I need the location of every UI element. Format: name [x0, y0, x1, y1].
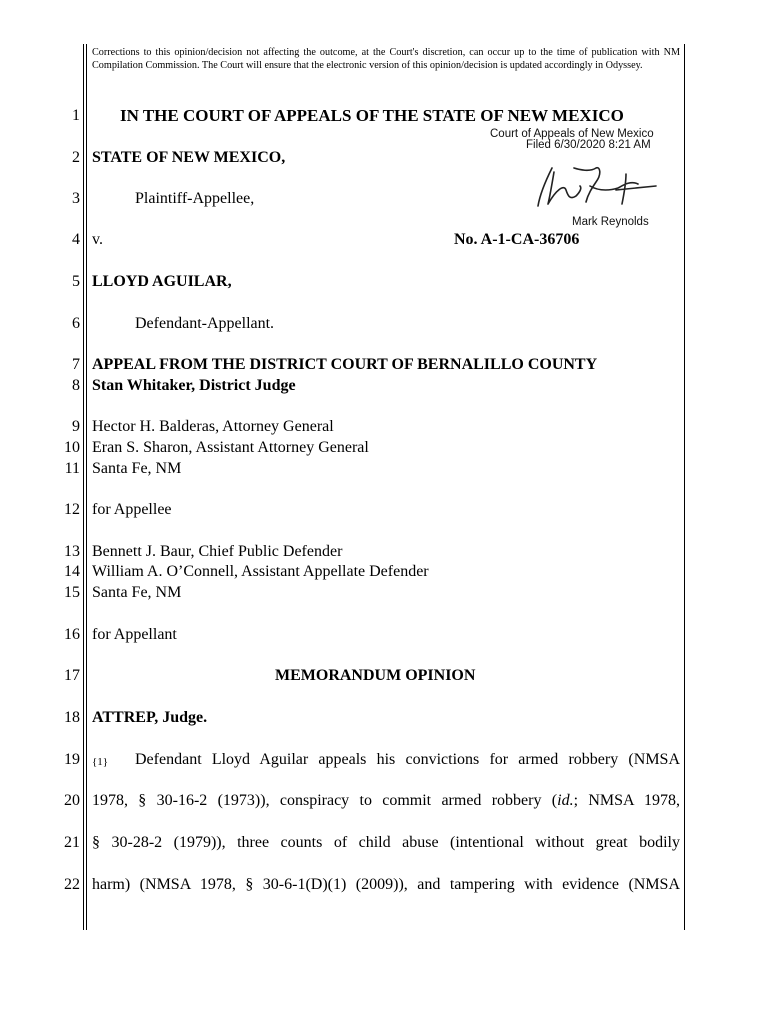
body-line-21: § 30-28-2 (1979)), three counts of child abuse (intentional without great bodily — [92, 834, 680, 851]
opinion-author: ATTREP, Judge. — [92, 709, 208, 726]
line-number: 14 — [64, 563, 80, 580]
plaintiff-name: STATE OF NEW MEXICO, — [92, 149, 286, 166]
body-line-19: Defendant Lloyd Aguilar appeals his convictions for armed robbery (NMSA — [135, 751, 680, 768]
appellant-counsel-1: Bennett J. Baur, Chief Public Defender — [92, 543, 343, 560]
signature-image — [530, 160, 660, 215]
line-number: 8 — [72, 377, 80, 394]
appellant-counsel-city: Santa Fe, NM — [92, 584, 182, 601]
line-number: 17 — [64, 667, 80, 684]
opinion-heading: MEMORANDUM OPINION — [275, 667, 476, 684]
paragraph-marker: {1} — [92, 756, 109, 768]
line-number: 20 — [64, 792, 80, 809]
line-number: 19 — [64, 751, 80, 768]
district-judge: Stan Whitaker, District Judge — [92, 377, 296, 394]
line-number: 12 — [64, 501, 80, 518]
line-number: 11 — [64, 460, 80, 477]
for-appellant: for Appellant — [92, 626, 177, 643]
line-number: 4 — [72, 231, 80, 248]
defendant-name: LLOYD AGUILAR, — [92, 273, 232, 290]
for-appellee: for Appellee — [92, 501, 172, 518]
court-title: IN THE COURT OF APPEALS OF THE STATE OF NEW MEXICO — [120, 106, 624, 125]
corrections-notice: Corrections to this opinion/decision not affecting the outcome, at the Court's discretion, can occur up to the time of publication with NM Compilation Commission. The Court will ensure that the electronic version of this opinion/decision is updated accordingly in Odyssey. — [92, 47, 680, 71]
line-number: 10 — [64, 439, 80, 456]
line-number: 18 — [64, 709, 80, 726]
line-number: 22 — [64, 876, 80, 893]
left-margin-rule-inner — [86, 44, 87, 930]
line-number: 1 — [72, 107, 80, 124]
appellee-counsel-2: Eran S. Sharon, Assistant Attorney General — [92, 439, 369, 456]
appellant-counsel-2: William A. O’Connell, Assistant Appellate Defender — [92, 563, 429, 580]
plaintiff-role: Plaintiff-Appellee, — [135, 190, 255, 207]
line-number: 6 — [72, 315, 80, 332]
right-margin-rule — [684, 44, 685, 930]
body-line-20: 1978, § 30-16-2 (1973)), conspiracy to commit armed robbery (id.; NMSA 1978, — [92, 792, 680, 809]
appellee-counsel-city: Santa Fe, NM — [92, 460, 182, 477]
line-number: 5 — [72, 273, 80, 290]
stamp-signer: Mark Reynolds — [572, 216, 649, 228]
line-number: 7 — [72, 356, 80, 373]
appeal-from: APPEAL FROM THE DISTRICT COURT OF BERNALILLO COUNTY — [92, 356, 598, 373]
left-margin-rule — [83, 44, 84, 930]
versus: v. — [92, 231, 103, 248]
body-line-22: harm) (NMSA 1978, § 30-6-1(D)(1) (2009)), and tampering with evidence (NMSA — [92, 876, 680, 893]
line-number: 21 — [64, 834, 80, 851]
line-number: 3 — [72, 190, 80, 207]
line-number: 9 — [72, 418, 80, 435]
line-number: 16 — [64, 626, 80, 643]
line-number: 13 — [64, 543, 80, 560]
appellee-counsel-1: Hector H. Balderas, Attorney General — [92, 418, 334, 435]
stamp-filed-date: Filed 6/30/2020 8:21 AM — [526, 139, 651, 151]
line-number: 15 — [64, 584, 80, 601]
case-number: No. A-1-CA-36706 — [454, 231, 580, 248]
stamp-court: Court of Appeals of New Mexico — [490, 128, 654, 140]
defendant-role: Defendant-Appellant. — [135, 315, 275, 332]
line-number: 2 — [72, 149, 80, 166]
